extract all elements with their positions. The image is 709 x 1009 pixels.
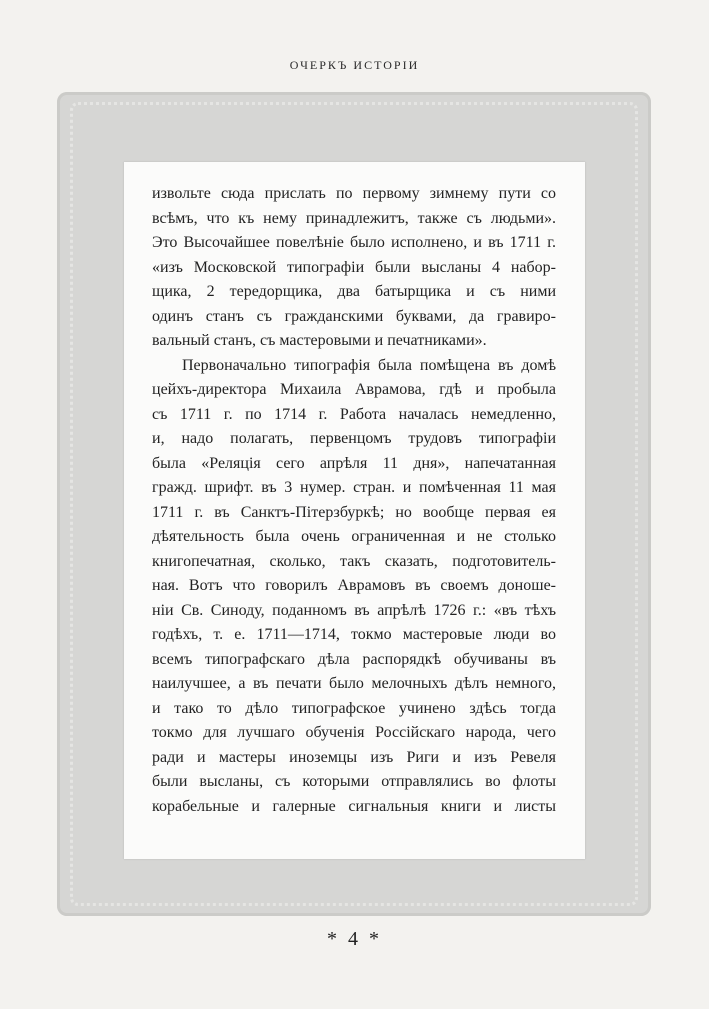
text-line: токмо для лучшаго обученія Россійскаго народа, чего <box>152 724 556 741</box>
text-line: были высланы, съ которыми отправлялись во флоты <box>152 773 556 790</box>
text-line: годѣхъ, т. е. 1711—1714, токмо мастеровые люди во <box>152 626 556 643</box>
text-line: дѣятельность была очень ограниченная и не столько <box>152 528 556 545</box>
page-number: * 4 * <box>327 928 382 950</box>
text-line: щика, 2 тередорщика, два батырщика и съ ними <box>152 283 556 300</box>
text-line: Первоначально типографія была помѣщена въ домѣ <box>182 356 556 374</box>
text-line: и тако то дѣло типографское учинено здѣсь тогда <box>152 699 556 717</box>
text-line: всѣмъ, что къ нему принадлежитъ, также съ людьми». <box>152 209 556 227</box>
text-line: вальный станъ, съ мастеровыми и печатниками». <box>152 332 487 349</box>
text-line: 1711 г. въ Санктъ-Пітерзбуркѣ; но вообще первая ея <box>152 503 556 521</box>
text-line: наилучшее, а въ печати было мелочныхъ дѣлъ немного, <box>152 675 556 692</box>
text-line: съ 1711 г. по 1714 г. Работа началась немедленно, <box>152 405 556 423</box>
text-line: Это Высочайшее повелѣніе было исполнено, и въ 1711 г. <box>152 234 556 251</box>
text-line: и, надо полагать, первенцомъ трудовъ типографіи <box>152 430 556 447</box>
text-line: была «Реляція сего апрѣля 11 дня», напечатанная <box>152 454 556 472</box>
text-line: одинъ станъ съ гражданскими буквами, да гравиро- <box>152 307 556 325</box>
text-line: всемъ типографскаго дѣла распорядкѣ обучиваны въ <box>152 650 556 668</box>
text-line: ная. Вотъ что говорилъ Аврамовъ въ своемъ доноше- <box>152 577 556 594</box>
body-text <box>152 182 556 819</box>
text-line: «изъ Московской типографіи были высланы 4 набор- <box>152 258 556 276</box>
text-line: корабельные и галерные сигнальныя книги и листы <box>152 797 556 815</box>
text-line: ради и мастеры иноземцы изъ Риги и изъ Ревеля <box>152 748 556 766</box>
text-line: извольте сюда прислать по первому зимнему пути со <box>152 185 556 202</box>
text-line: ніи Св. Синоду, поданномъ въ апрѣлѣ 1726 г.: «въ тѣхъ <box>152 601 556 619</box>
text-line: книгопечатная, сколько, такъ сказать, подготовитель- <box>152 552 556 570</box>
text-line: цейхъ-директора Михаила Аврамова, гдѣ и пробыла <box>152 381 556 398</box>
text-line: гражд. шрифт. въ 3 нумер. стран. и помѣченная 11 мая <box>152 479 556 496</box>
running-header: ОЧЕРКЪ ИСТОРІИ <box>289 58 420 72</box>
